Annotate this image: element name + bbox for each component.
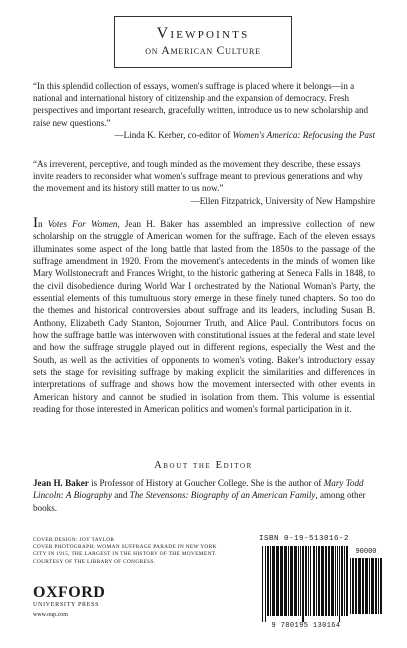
review-quote-1	[33, 80, 375, 141]
quote-text: “In this splendid collection of essays, women's suffrage is placed where it belongs—in a national and international history of citizenship and the expansion of democracy. Fresh perspectives and important research, gracefully written, introduce us to new scholarship and raise new questions.”	[33, 81, 369, 128]
series-logo-box	[114, 16, 292, 68]
barcode-bar	[378, 558, 379, 614]
barcode-bar	[288, 546, 289, 616]
barcode-bar	[328, 546, 330, 616]
barcode-bar	[300, 546, 301, 616]
book-title: Votes For Women	[47, 219, 118, 229]
barcode-bar	[316, 546, 317, 616]
isbn-label: ISBN 0-19-513016-2	[259, 535, 350, 543]
barcode-bar	[265, 546, 266, 622]
editor-name: Jean H. Baker	[33, 478, 89, 488]
barcode-bar	[276, 546, 279, 616]
quote-attribution: —Ellen Fitzpatrick, University of New Hampshire	[190, 195, 375, 206]
barcode-bar	[335, 546, 336, 616]
publisher-url: www.oup.com	[33, 612, 68, 618]
editor-book-1: Mary Todd Lincoln: A Biography	[33, 478, 364, 501]
barcode-bar	[350, 558, 351, 614]
credit-line: COVER PHOTOGRAPH: WOMAN SUFFRAGE PARADE IN NEW YORK	[33, 544, 217, 551]
editor-bio: Jean H. Baker is Professor of History at Goucher College. She is the author of Mary Todd Lincoln: A Biography and The Stevensons: Biography of an American Family, among other books.	[33, 478, 366, 513]
barcode-bar	[362, 558, 364, 614]
publisher-name: OXFORD	[33, 584, 106, 601]
ean-barcode-bars	[262, 546, 350, 624]
quote-text: “As irreverent, perceptive, and tough minded as the movement they describe, these essays invite readers to reconsider what women's suffrage meant to previous generations and why the movement and its history still matter to us now.”	[33, 159, 363, 194]
editor-book-2: The Stevensons: Biography of an American Family	[129, 490, 316, 501]
quote-attribution: —Linda K. Kerber, co-editor of Women's America: Refocusing the Past	[114, 129, 375, 140]
barcode-bar	[371, 558, 374, 614]
about-editor-heading: About the Editor	[154, 460, 253, 471]
barcode-bar	[305, 546, 307, 616]
drop-cap: I	[33, 215, 38, 231]
barcode-bar	[365, 558, 368, 614]
barcode-bar	[355, 558, 357, 614]
quote-attribution-work: Women's America: Refocusing the Past	[232, 129, 375, 140]
barcode-bar	[270, 546, 271, 616]
barcode-bar	[272, 546, 275, 616]
barcode-addon-number: 90000	[355, 548, 377, 556]
addon-barcode-bars	[350, 558, 382, 620]
barcode-bar	[302, 546, 304, 622]
barcode-bar	[313, 546, 315, 616]
barcode-bar	[369, 558, 370, 614]
barcode-bar	[284, 546, 287, 616]
barcode-bar	[331, 546, 334, 616]
barcode-digits: 9 780195 130164	[271, 622, 341, 630]
barcode-bar	[280, 546, 283, 616]
barcode-bar	[344, 546, 345, 616]
series-subtitle: on American Culture	[145, 45, 261, 57]
barcode-bar	[380, 558, 382, 614]
barcode-bar	[339, 546, 340, 622]
barcode-bar	[352, 558, 354, 614]
barcode-bar	[325, 546, 327, 616]
publisher-logo	[33, 584, 143, 620]
barcode-bar	[294, 546, 297, 616]
barcode-bar	[321, 546, 324, 616]
barcode-bar	[310, 546, 311, 616]
book-description: In Votes For Women, Jean H. Baker has assembled an impressive collection of new scholarship on the struggle of American women for the suffrage. Each of the eleven essays illuminates some aspect of the long battle that lasted from the 1850s to the passage of the suffrage amendment in 1920. From the movement's antecedents in the minds of women like Mary Wollstonecraft and Frances Wright, to the historic gathering at Seneca Falls in 1848, to the civil disobedience during World War I orchestrated by the National Woman's Party, the essential elements of this tumultuous story emerge in these finely tuned chapters. So too do the themes and historical controversies about suffrage and its leaders, including Susan B. Anthony, Elizabeth Cady Stanton, Sojourner Truth, and Alice Paul. Contributors focus on how the suffrage battle was interwoven with constitutional issues at the federal and state level and how the suffrage struggle played out in different regions, especially the West and the South, as well as the activities of opponents to women's voting. Baker's introductory essay sets the stage for revisiting suffrage by making explicit the similarities and differences in interpretations of suffrage and shows how the movement intersected with other events in American history and cannot be studied in isolation from them. This volume is essential reading for those interested in American politics and women's formal participation in it.	[33, 215, 375, 415]
credit-line: COVER DESIGN: JOY TAYLOR	[33, 537, 115, 543]
barcode-bar	[262, 546, 263, 622]
cover-credits	[33, 537, 223, 566]
barcode	[262, 546, 382, 632]
credit-line: COURTESY OF THE LIBRARY OF CONGRESS.	[33, 558, 156, 565]
barcode-bar	[290, 546, 293, 616]
barcode-bar	[318, 546, 320, 616]
barcode-bar	[337, 546, 338, 616]
barcode-bar	[298, 546, 299, 616]
review-quote-2	[33, 158, 375, 207]
series-title: Viewpoints	[156, 25, 250, 42]
barcode-bar	[375, 558, 377, 614]
barcode-bar	[346, 546, 348, 616]
publisher-subtitle: UNIVERSITY PRESS	[33, 602, 100, 608]
credit-line: CITY IN 1915, THE LARGEST IN THE HISTORY OF THE MOVEMENT.	[33, 551, 217, 558]
barcode-bar	[267, 546, 269, 616]
barcode-bar	[358, 558, 361, 614]
description-body: , Jean H. Baker has assembled an impressive collection of new scholarship on the struggle of American women for the suffrage. Each of the eleven essays illuminates some aspect of the long battle that lasted from the 1850s to the passage of the suffrage amendment in 1920. From the movement's antecedents in the minds of women like Mary Wollstonecraft and Frances Wright, to the historic gathering at Seneca Falls in 1848, to the civil disobedience during World War I orchestrated by the National Woman's Party, the essential elements of this tumultuous story emerge in these finely tuned chapters. So too do the themes and historical controversies about suffrage and its leaders, including Susan B. Anthony, Elizabeth Cady Stanton, Sojourner Truth, and Alice Paul. Contributors focus on how the suffrage battle was interwoven with constitutional issues at the federal and state level and how the suffrage struggle played out in different regions, especially the West and the South, as well as the activities of opponents to women's voting. Baker's introductory essay sets the stage for revisiting suffrage by making explicit the similarities and differences in interpretations of suffrage and shows how the movement intersected with other events in American history and cannot be studied in isolation from them. This volume is essential reading for those interested in American politics and women's formal participation in it.	[33, 219, 375, 415]
barcode-bar	[341, 546, 343, 616]
barcode-bar	[308, 546, 309, 616]
